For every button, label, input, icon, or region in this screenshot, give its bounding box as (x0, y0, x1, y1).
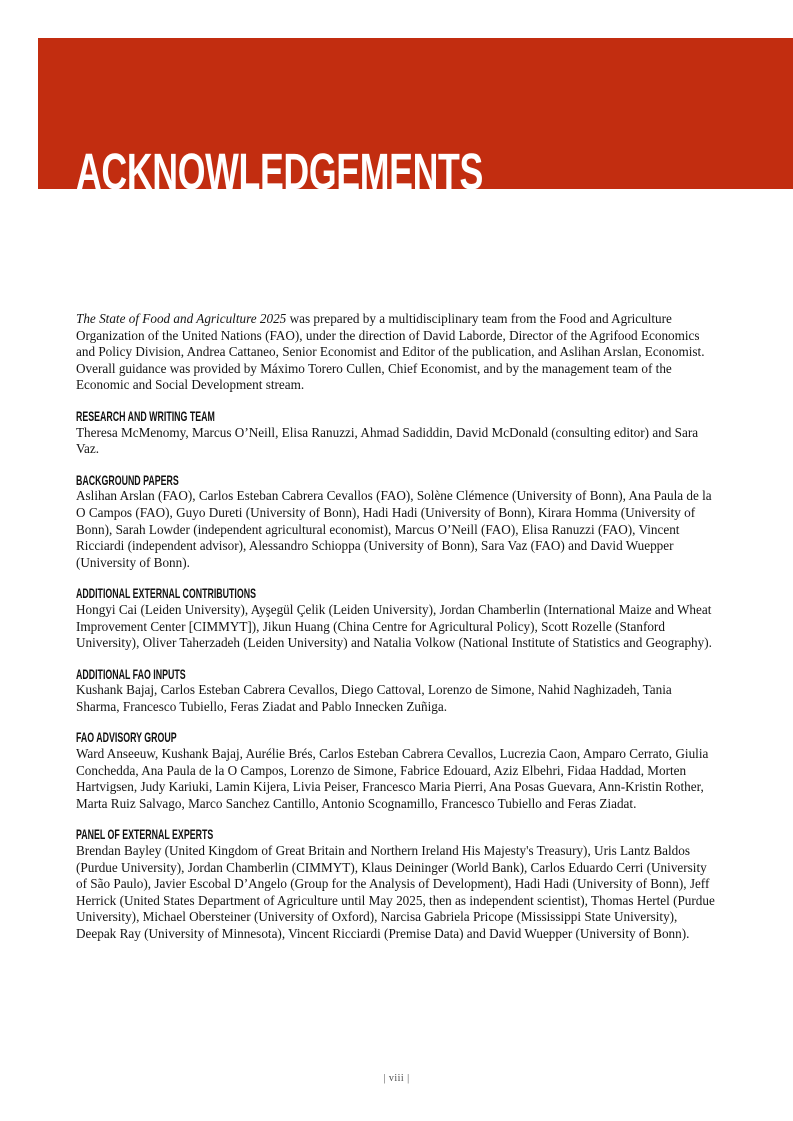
section-heading: FAO ADVISORY GROUP (76, 729, 177, 746)
section-heading: RESEARCH AND WRITING TEAM (76, 407, 215, 424)
section-heading: ADDITIONAL FAO INPUTS (76, 665, 186, 682)
section-panel-of-external-experts (76, 826, 716, 942)
section-additional-fao-inputs (76, 666, 716, 716)
section-heading: BACKGROUND PAPERS (76, 471, 179, 488)
section-body: Brendan Bayley (United Kingdom of Great Britain and Northern Ireland His Majesty's Treasury), Uris Lantz Baldos (Purdue University), Jordan Chamberlin (CIMMYT), Klaus Deininger (World Bank), Carlos Eduardo Cerri (University of São Paulo), Javier Escobal D’Angelo (Group for the Analysis of Development), Hadi Hadi (University of Bonn), Jeff Herrick (United States Department of Agriculture until May 2025, then as independent scientist), Thomas Hertel (Purdue University), Michael Obersteiner (University of Oxford), Narcisa Gabriela Pricope (Mississippi State University), Deepak Ray (University of Minnesota), Vincent Ricciardi (Premise Data) and David Wuepper (University of Bonn). (76, 843, 715, 941)
page-number: | viii | (383, 1073, 410, 1084)
intro-text: was prepared by a multidisciplinary team from the Food and Agriculture Organization of the United Nations (FAO), under the direction of David Laborde, Director of the Agrifood Economics and Policy Division, Andrea Cattaneo, Senior Economist and Editor of the publication, and Aslihan Arslan, Economist. Overall guidance was provided by Máximo Torero Cullen, Chief Economist, and by the management team of the Economic and Social Development stream. (76, 311, 705, 393)
intro-paragraph (76, 311, 716, 394)
page-footer (0, 1073, 793, 1084)
section-heading: PANEL OF EXTERNAL EXPERTS (76, 826, 214, 843)
section-background-papers (76, 472, 716, 572)
section-research-and-writing-team (76, 408, 716, 458)
content-column (76, 311, 716, 943)
section-body: Theresa McMenomy, Marcus O’Neill, Elisa Ranuzzi, Ahmad Sadiddin, David McDonald (consulting editor) and Sara Vaz. (76, 424, 699, 457)
section-fao-advisory-group (76, 729, 716, 812)
section-body: Ward Anseeuw, Kushank Bajaj, Aurélie Brés, Carlos Esteban Cabrera Cevallos, Lucrezia Caon, Amparo Cerrato, Giulia Conchedda, Ana Paula de la O Campos, Lorenzo de Simone, Fabrice Edouard, Aziz Elbehri, Fidaa Haddad, Morten Hartvigsen, Judy Kariuki, Lamin Kijera, Livia Peiser, Francesco Maria Pierri, Ana Posas Guevara, Ann-Kristin Rother, Marta Ruiz Salvago, Marco Sanchez Cantillo, Antonio Scognamillo, Francesco Tubiello and Feras Ziadat. (76, 746, 709, 811)
section-body: Hongyi Cai (Leiden University), Ayşegül Çelik (Leiden University), Jordan Chamberlin (International Maize and Wheat Improvement Center [CIMMYT]), Jikun Huang (China Centre for Agricultural Policy), Scott Rozelle (Stanford University), Oliver Taherzadeh (Leiden University) and Natalia Volkow (National Institute of Statistics and Geography). (76, 601, 712, 651)
title-banner (38, 38, 793, 200)
section-body: Aslihan Arslan (FAO), Carlos Esteban Cabrera Cevallos (FAO), Solène Clémence (University of Bonn), Ana Paula de la O Campos (FAO), Guyo Dureti (University of Bonn), Hadi Hadi (University of Bonn), Kirara Homma (University of Bonn), Sarah Lowder (independent agricultural economist), Marcus O’Neill (FAO), Elisa Ranuzzi (FAO), Vincent Ricciardi (independent advisor), Alessandro Schioppa (University of Bonn), Sara Vaz (FAO) and David Wuepper (University of Bonn). (76, 488, 712, 570)
page-title: ACKNOWLEDGEMENTS (76, 143, 483, 200)
publication-title: The State of Food and Agriculture 2025 (76, 311, 287, 326)
section-additional-external-contributions (76, 585, 716, 651)
section-heading: ADDITIONAL EXTERNAL CONTRIBUTIONS (76, 585, 257, 602)
section-body: Kushank Bajaj, Carlos Esteban Cabrera Cevallos, Diego Cattoval, Lorenzo de Simone, Nahid Naghizadeh, Tania Sharma, Francesco Tubiello, Feras Ziadat and Pablo Innecken Zuñiga. (76, 682, 672, 714)
